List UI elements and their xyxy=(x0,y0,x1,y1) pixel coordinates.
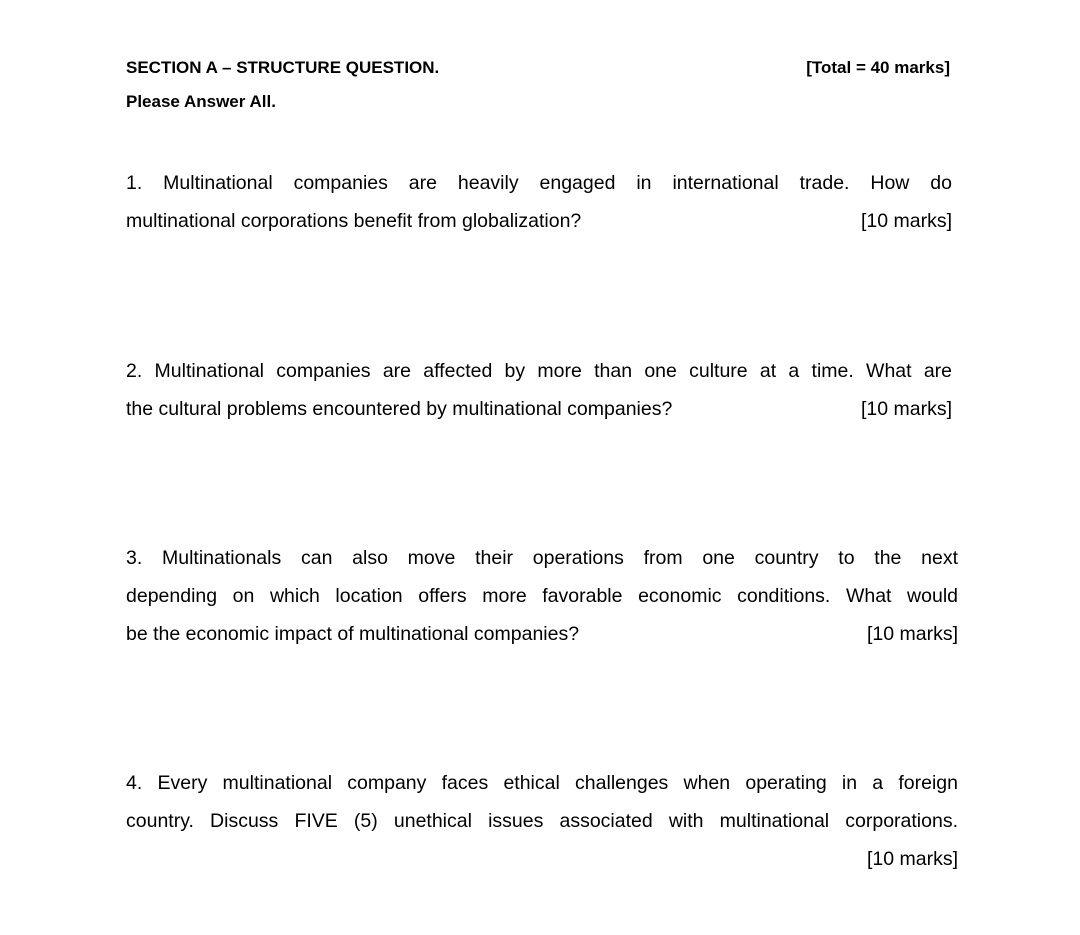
question-3 xyxy=(126,539,958,653)
question-2-marks: [10 marks] xyxy=(860,398,952,420)
question-3-line-3: be the economic impact of multinational companies? xyxy=(126,623,580,645)
section-total-marks: [Total = 40 marks] xyxy=(806,58,950,77)
question-3-line-2: depending on which location offers more favorable economic conditions. What would xyxy=(126,585,958,607)
section-instruction: Please Answer All. xyxy=(126,92,276,111)
question-1 xyxy=(126,164,952,240)
question-4-marks: [10 marks] xyxy=(866,848,958,870)
section-instruction-row xyxy=(126,92,950,112)
section-header xyxy=(126,58,950,78)
question-2 xyxy=(126,352,952,428)
question-3-marks: [10 marks] xyxy=(866,623,958,645)
question-2-line-2: the cultural problems encountered by multinational companies? xyxy=(126,398,673,420)
question-4 xyxy=(126,764,958,878)
question-2-line-1: 2. Multinational companies are affected by more than one culture at a time. What are xyxy=(126,360,952,382)
question-1-line-1: 1. Multinational companies are heavily engaged in international trade. How do xyxy=(126,172,952,194)
question-1-marks: [10 marks] xyxy=(860,210,952,232)
question-4-line-2: country. Discuss FIVE (5) unethical issues associated with multinational corporations. xyxy=(126,810,958,832)
question-3-line-1: 3. Multinationals can also move their operations from one country to the next xyxy=(126,547,958,569)
question-1-line-2: multinational corporations benefit from globalization? xyxy=(126,210,582,232)
question-1-last-row xyxy=(126,202,952,240)
question-3-last-row xyxy=(126,615,958,653)
section-title: SECTION A – STRUCTURE QUESTION. xyxy=(126,58,440,77)
question-4-line-1: 4. Every multinational company faces ethical challenges when operating in a foreign xyxy=(126,772,958,794)
question-2-last-row xyxy=(126,390,952,428)
